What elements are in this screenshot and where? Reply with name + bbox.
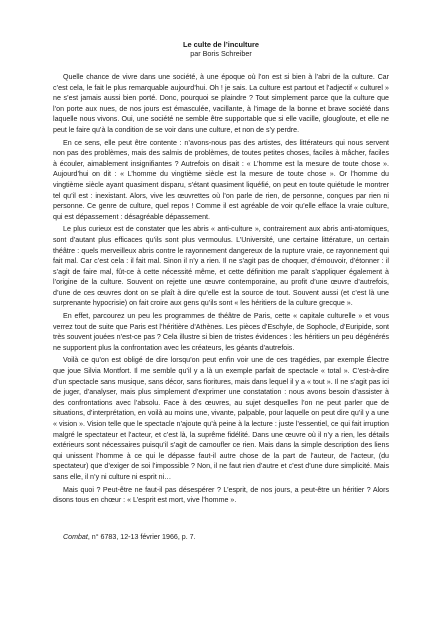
paragraph: En ce sens, elle peut être contente : n’avons-nous pas des artistes, des littérateurs qui nous servent non pas des problèmes, mais des salmis de problèmes, de toutes petites choses, faciles à mâcher, faciles à écouler, aimablement insignifiantes ? Autrefois on disait : « L’homme est la mesure de toute chose ». Aujourd’hui on dit : « L’homme du vingtième siècle est la mesure de toute chose ». Or l’homme du vingtième siècle ayant quasiment disparu, s’étant quasiment liquéfié, on peut en toute quiétude le montrer tel qu’il est : inexistant. Alors, vive les œuvrettes où l’on parle de rien, de personne, conçues par rien ni personne. Ce genre de culture, quel repos ! Comme il est agréable de voir qu’elle efface la vraie culture, qui est dépassement : désagréable dépassement. bbox=[53, 138, 389, 221]
paragraph: En effet, parcourez un peu les programmes de théâtre de Paris, cette « capitale culturelle » et vous verrez tout de suite que Paris est l’héritière d’Athènes. Les pièces d’Eschyle, de Sophocle, d’Euripide, sont très souvent jouées n’est-ce pas ? Cela illustre si bien de tristes évidences : les héritiers un peu dégénérés ne supportent plus la confrontation avec les créateurs, les géants d’autrefois. bbox=[53, 312, 389, 352]
paragraph: Voilà ce qu’on est obligé de dire lorsqu’on peut enfin voir une de ces tragédies, par exemple Électre que joue Silvia Montfort. Il me semble qu’il y a là un exemple parfait de spectacle « total ». C’est-à-dire d’un spectacle sans musique, sans décor, sans fioritures, mais dans lequel il y a « tout ». Il ne s’agit pas ici de juger, d’analyser, mais plus simplement d’exprimer une constatation : nous avons besoin d’assister à des confrontations avec l’absolu. Face à des œuvres, au sujet desquelles l’on ne peut parler que de situations, d’interprétation, en voilà au moins une, vivante, palpable, pour laquelle on peut dire qu’il y a une « vision ». Vision telle que le spectacle n’ajoute qu’à peine à la lecture : juste l’essentiel, ce qui fait irruption malgré le spectateur et l’acteur, et c’est là, la suprême fidélité. Dans une œuvre où il n’y a rien, les détails extérieurs sont nécessaires puisqu’il s’agit de camoufler ce rien. Mais dans la simple description des liens qui unissent l’homme à ce qui le dépasse faut-il autre chose de la part de l’auteur, de l’acteur, (du spectateur) que d’exiger de soi l’impossible ? Non, il ne faut rien d’autre et c’est d’une dure simplicité. Mais sans elle, il n’y ni culture ni esprit ni… bbox=[53, 356, 389, 481]
paragraph: Mais quoi ? Peut-être ne faut-il pas désespérer ? L’esprit, de nos jours, a peut-être un héritier ? Alors disons tous en chœur : « L’esprit est mort, vive l’homme ». bbox=[53, 485, 389, 505]
source-citation bbox=[53, 532, 389, 542]
paragraph: Quelle chance de vivre dans une société, à une époque où l’on est si bien à l’abri de la culture. Car c’est cela, le fait le plus remarquable aujourd’hui. Oh ! je sais. La culture est partout et l’adjectif « culturel » ne s’est jamais aussi bien porté. Donc, pourquoi se plaindre ? Tout simplement parce que la culture que l’on porte aux nues, de nos jours est émasculée, vacillante, à l’image de la bonne et brave société dans laquelle nous vivons. Oui, une société ne semble être supportable que si elle vacille, glougloute, et elle ne peut le faire qu’à la condition de se voir dans une culture, et non de s’y perdre. bbox=[53, 73, 389, 134]
article-title: Le culte de l’inculture bbox=[183, 40, 259, 49]
article-body bbox=[53, 72, 389, 506]
source-details: , n° 6783, 12-13 février 1966, p. 7. bbox=[87, 532, 196, 541]
source-journal: Combat bbox=[63, 532, 88, 541]
author-line: par Boris Schreiber bbox=[190, 49, 252, 58]
paragraph: Le plus curieux est de constater que les abris « anti-culture », contrairement aux abris anti-atomiques, sont d’autant plus efficaces qu’ils sont plus vermoulus. L’Université, une certaine littérature, un certain théâtre : quels merveilleux abris contre le rayonnement dangereux de la rupture vraie, ce rayonnement qui fait mal. Car c’est cela : il fait mal. Sinon il n’y a rien. Il ne s’agit pas de choquer, d’émouvoir, d’étonner : il s’agit de faire mal, fût-ce à cette nécessité même, et cette définition me paraît s’appliquer également à l’origine de la culture. Souvent on rejette une œuvre contemporaine, au profit d’une œuvre d’autrefois, d’une de ces œuvres dont on se plaît à dire qu’elle est la source de tout. Souvent aussi (et c’est là une surprenante hypocrisie) on fait croire aux gens qu’ils sont « les héritiers de la culture grecque ». bbox=[53, 225, 389, 308]
